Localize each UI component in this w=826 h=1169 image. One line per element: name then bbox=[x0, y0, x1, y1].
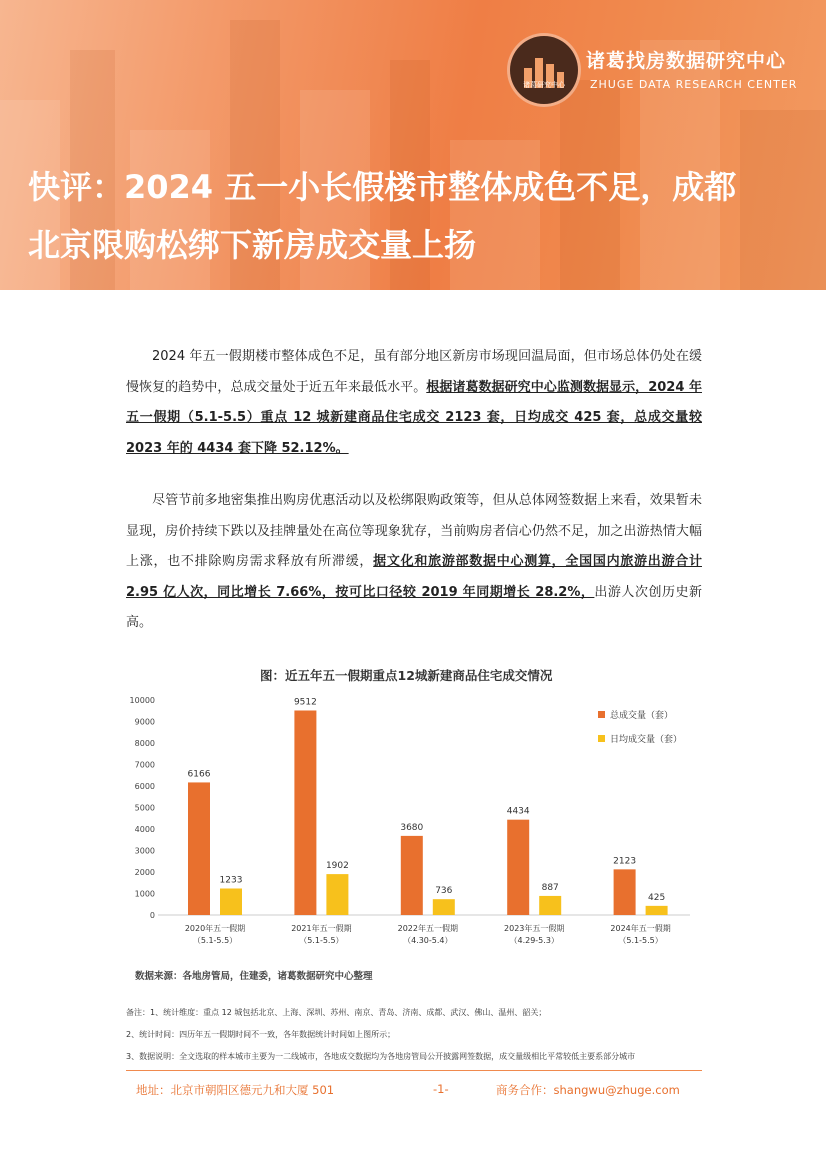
legend-label: 日均成交量（套） bbox=[610, 735, 683, 745]
x-tick-sublabel: （5.1-5.5） bbox=[192, 936, 238, 945]
x-tick-label: 2020年五一假期 bbox=[184, 924, 246, 933]
y-tick-label: 1000 bbox=[134, 889, 155, 899]
bar-daily bbox=[220, 888, 242, 915]
bar-total bbox=[294, 710, 316, 915]
footer-divider bbox=[126, 1070, 702, 1071]
bar-value-label: 736 bbox=[435, 886, 453, 897]
note-2: 2、统计时间：四历年五一假期时间不一致，各年数据统计时间如上图所示； bbox=[126, 1030, 396, 1039]
paragraph-1-highlight: 根据诸葛数据研究中心监测数据显示，2024 年五一假期（5.1-5.5）重点 12 城新建商品住宅成交 2123 套，日均成交 425 套，总成交量较 2023 年的 4434 套下降 52.12%。 bbox=[126, 379, 702, 456]
y-tick-label: 10000 bbox=[129, 696, 155, 705]
bar-daily bbox=[539, 896, 561, 915]
bar-total bbox=[401, 836, 423, 915]
x-tick-label: 2024年五一假期 bbox=[610, 924, 671, 933]
brand-name-cn: 诸葛找房数据研究中心 bbox=[586, 50, 787, 72]
y-tick-label: 9000 bbox=[134, 717, 155, 727]
footer-address: 地址：北京市朝阳区德元九和大厦 501 bbox=[136, 1083, 335, 1097]
y-tick-label: 6000 bbox=[134, 782, 155, 791]
x-tick-label: 2022年五一假期 bbox=[397, 924, 458, 933]
bar-total bbox=[188, 782, 210, 915]
y-tick-label: 2000 bbox=[134, 868, 155, 877]
page-number: -1- bbox=[433, 1082, 449, 1096]
y-tick-label: 3000 bbox=[134, 846, 155, 856]
y-tick-label: 8000 bbox=[134, 739, 155, 748]
footer-contact[interactable]: 商务合作：shangwu@zhuge.com bbox=[496, 1083, 680, 1097]
paragraph-1-text: 2024 年五一假期楼市整体成色不足，虽有部分地区新房市场现回温局面，但市场总体仍处在缓慢恢复的趋势中，总成交量处于近五年来最低水平。 bbox=[126, 349, 702, 395]
bar-value-label: 2123 bbox=[613, 856, 637, 867]
bar-value-label: 3680 bbox=[400, 822, 424, 833]
title-line-2: 北京限购松绑下新房成交量上扬 bbox=[28, 226, 477, 264]
bar-total bbox=[507, 820, 529, 915]
logo-text: 诸葛研究中心 bbox=[523, 81, 565, 89]
legend-label: 总成交量（套） bbox=[610, 711, 674, 721]
y-tick-label: 0 bbox=[149, 911, 155, 920]
bar-daily bbox=[433, 899, 455, 915]
y-tick-label: 4000 bbox=[134, 825, 155, 834]
note-1: 备注：1、统计维度：重点 12 城包括北京、上海、深圳、苏州、南京、青岛、济南、成都、武汉、佛山、温州、韶关； bbox=[126, 1008, 547, 1017]
paragraph-2-tail: 出游人次创历史新高。 bbox=[126, 584, 702, 630]
paragraph-2-text: 尽管节前多地密集推出购房优惠活动以及松绑限购政策等，但从总体网签数据上来看，效果暂未显现，房价持续下跌以及挂牌量处在高位等现象犹存，当前购房者信心仍然不足，加之出游热情大幅上涨，也不排除购房需求释放有所滞缓， bbox=[126, 493, 702, 569]
bar-daily bbox=[646, 906, 668, 915]
note-3: 3、数据说明：全文选取的样本城市主要为一二线城市，各地成交数据均为各地房管局公开披露网签数据，成交量级相比平常较低主要系部分城市 bbox=[126, 1052, 636, 1061]
brand-name-en: ZHUGE DATA RESEARCH CENTER bbox=[590, 78, 798, 91]
x-tick-sublabel: （5.1-5.5） bbox=[618, 936, 663, 945]
title-line-1: 快评：2024 五一小长假楼市整体成色不足，成都 bbox=[28, 168, 737, 206]
bar-value-label: 4434 bbox=[506, 806, 530, 817]
chart-title: 图：近五年五一假期重点12城新建商品住宅成交情况 bbox=[260, 668, 553, 683]
bar-value-label: 6166 bbox=[187, 769, 211, 780]
bar-total bbox=[614, 869, 636, 915]
bar-daily bbox=[326, 874, 348, 915]
x-tick-sublabel: （4.29-5.3） bbox=[509, 936, 559, 945]
bar-value-label: 1902 bbox=[325, 861, 349, 872]
legend-swatch bbox=[598, 735, 605, 742]
x-tick-label: 2021年五一假期 bbox=[291, 924, 352, 933]
y-tick-label: 5000 bbox=[134, 803, 155, 813]
x-tick-sublabel: （5.1-5.5） bbox=[299, 936, 344, 945]
legend-swatch bbox=[598, 711, 605, 718]
paragraph-2-highlight: 据文化和旅游部数据中心测算，全国国内旅游出游合计 2.95 亿人次，同比增长 7.66%，按可比口径较 2019 年同期增长 28.2%， bbox=[126, 554, 702, 600]
y-tick-label: 7000 bbox=[134, 760, 155, 770]
x-tick-sublabel: （4.30-5.4） bbox=[403, 936, 453, 945]
x-tick-label: 2023年五一假期 bbox=[504, 924, 565, 933]
bar-value-label: 425 bbox=[648, 892, 666, 903]
data-source: 数据来源：各地房管局，住建委，诸葛数据研究中心整理 bbox=[135, 971, 373, 982]
bar-value-label: 1233 bbox=[219, 875, 243, 886]
bar-value-label: 887 bbox=[541, 882, 559, 893]
bar-value-label: 9512 bbox=[293, 697, 317, 708]
